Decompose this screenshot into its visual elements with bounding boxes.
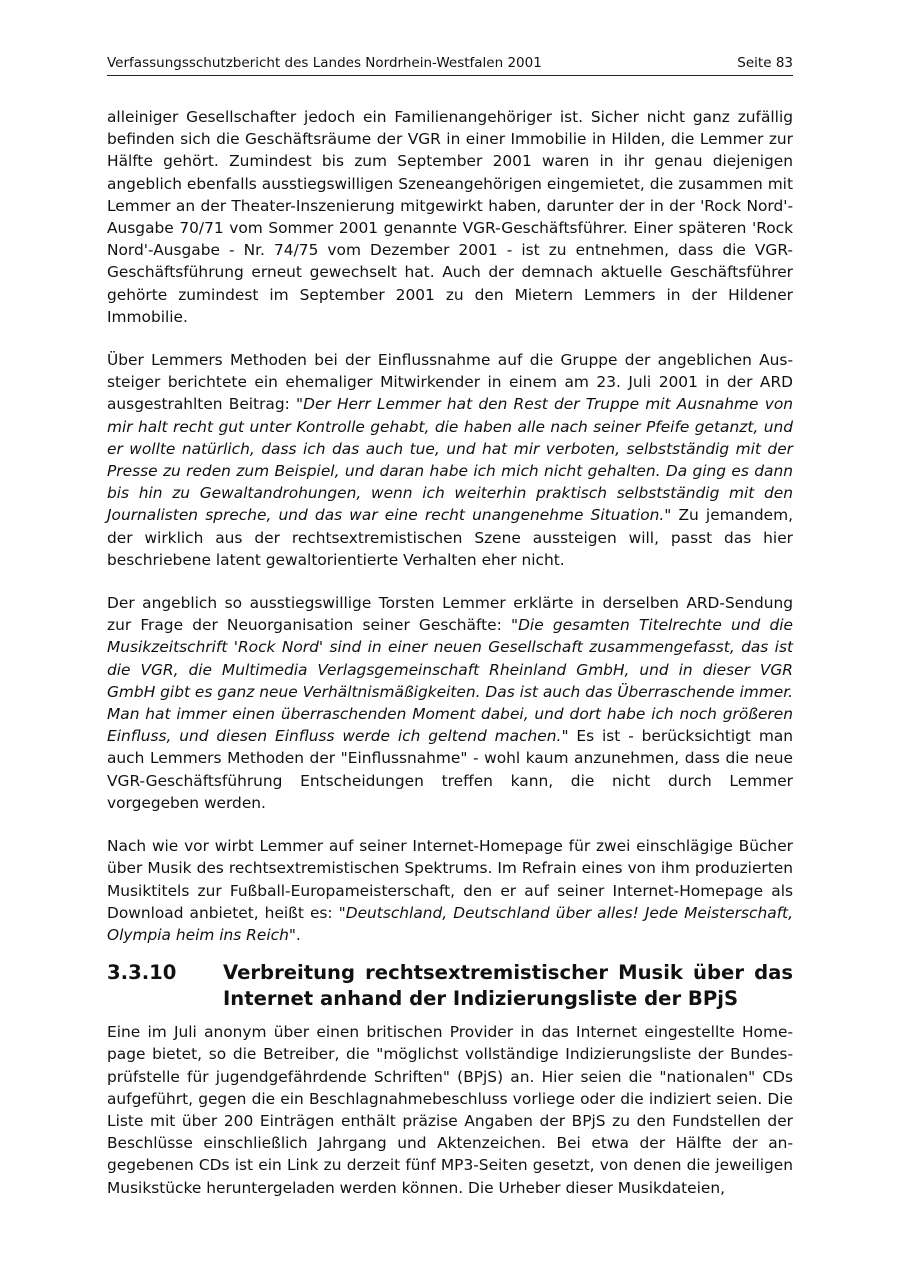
section-number: 3.3.10 [107,961,177,985]
paragraph-4 [107,835,793,946]
paragraph-4-text-a: Nach wie vor wirbt Lemmer auf seiner Internet-Homepage für zwei einschlägige Bücher über Musik des rechtsextremistischen Spektrums. Im Refrain eines von ihm produzierten Musiktitels zur Fußball-Europameisterschaft, den er auf seiner Internet-Homepage als Download anbietet, heißt es: " [107,837,793,922]
paragraph-2-text-b: " Zu jemandem, der wirklich aus der rechtsextremistischen Szene aussteigen will, passt das hier beschriebene latent gewaltorientierte Verhalten eher nicht. [107,506,793,569]
section-heading [107,960,793,1012]
paragraph-4-quote: Deutschland, Deutschland über alles! Jede Meisterschaft, Olympia heim ins Reich [107,903,793,944]
paragraph-2-text-a: Über Lemmers Methoden bei der Einflussnahme auf die Gruppe der angeblichen Aussteiger berichtete ein ehemaliger Mitwirkender in einem am 23. Juli 2001 in der ARD ausgestrahlten Beitrag: " [107,351,793,414]
paragraph-2-quote: Der Herr Lemmer hat den Rest der Truppe mit Ausnahme von mir halt recht gut unter Kontrolle gehabt, die haben alle nach seiner Pfeife getanzt, und er wollte natürlich, dass ich das auch tue, und hat mir verboten, selbstständig mit der Presse zu reden zum Beispiel, und daran habe ich mich nicht gehalten. Da ging es dann bis hin zu Gewaltandrohungen, wenn ich weiterhin praktisch selbstständig mit den Journalisten spreche, und das war eine recht unangenehme Situation. [107,395,793,525]
page-content [107,106,793,1199]
paragraph-3-text-b: " Es ist - berücksichtigt man auch Lemmers Methoden der "Einflussnahme" - wohl kaum anzunehmen, dass die neue VGR-Geschäftsführung Entscheidungen treffen kann, die nicht durch Lemmer vorgegeben werden. [107,727,794,812]
paragraph-3 [107,592,793,814]
paragraph-3-quote: Die gesamten Titelrechte und die Musikzeitschrift 'Rock Nord' sind in einer neuen Gesellschaft zusammengefasst, das ist die VGR, die Multimedia Verlagsgemeinschaft Rheinland GmbH, und in dieser VGR GmbH gibt es ganz neue Verhältnismäßigkeiten. Das ist auch das Überraschende immer. Man hat immer einen überraschenden Moment dabei, und dort habe ich noch größeren Einfluss, und diesen Einfluss werde ich geltend machen. [107,616,793,746]
header-title: Verfassungsschutzbericht des Landes Nordrhein-Westfalen 2001 [107,55,542,71]
paragraph-5: Eine im Juli anonym über einen britischen Provider in das Internet eingestellte Homepage bietet, so die Betreiber, die "möglichst vollständige Indizierungsliste der Bundesprüfstelle für jugendgefährdende Schriften" (BPjS) an. Hier seien die "nationalen" CDs aufgeführt, gegen die ein Beschlagnahmebeschluss vorliege oder die indiziert seien. Die Liste mit über 200 Einträgen enthält präzise Angaben der BPjS zu den Fundstellen der Beschlüsse einschließlich Jahrgang und Aktenzeichen. Bei etwa der Hälfte der angegebenen CDs ist ein Link zu derzeit fünf MP3-Seiten gesetzt, von denen die jeweiligen Musikstücke heruntergeladen werden können. Die Urheber dieser Musikdateien, [107,1023,793,1197]
page-number: Seite 83 [737,55,793,71]
section-title: Verbreitung rechtsextremistischer Musik über das Internet anhand der Indizierungsliste der BPjS [223,961,793,1011]
paragraph-2 [107,349,793,571]
paragraph-4-text-b: ". [288,925,301,944]
paragraph-1: alleiniger Gesellschafter jedoch ein Familienangehöriger ist. Sicher nicht ganz zufällig befinden sich die Geschäftsräume der VGR in einer Immobilie in Hilden, die Lemmer zur Hälfte gehört. Zumindest bis zum September 2001 waren in ihr genau diejenigen angeblich ebenfalls ausstiegswilligen Szeneangehörigen eingemietet, die zusammen mit Lemmer an der Theater-Inszenierung mitgewirkt haben, darunter der in der 'Rock Nord'-Ausgabe 70/71 vom Sommer 2001 genannte VGR-Geschäftsführer. Einer späteren 'Rock Nord'-Ausgabe - Nr. 74/75 vom Dezember 2001 - ist zu entnehmen, dass die VGR-Geschäftsführung erneut gewechselt hat. Auch der demnach aktuelle Geschäftsführer gehörte zumindest im September 2001 zu den Mietern Lemmers in der Hildener Immobilie. [107,108,793,326]
page-header [107,52,793,76]
paragraph-3-text-a: Der angeblich so ausstiegswillige Torsten Lemmer erklärte in derselben ARD-Sendung zur Frage der Neuorganisation seiner Geschäfte: " [107,594,793,635]
